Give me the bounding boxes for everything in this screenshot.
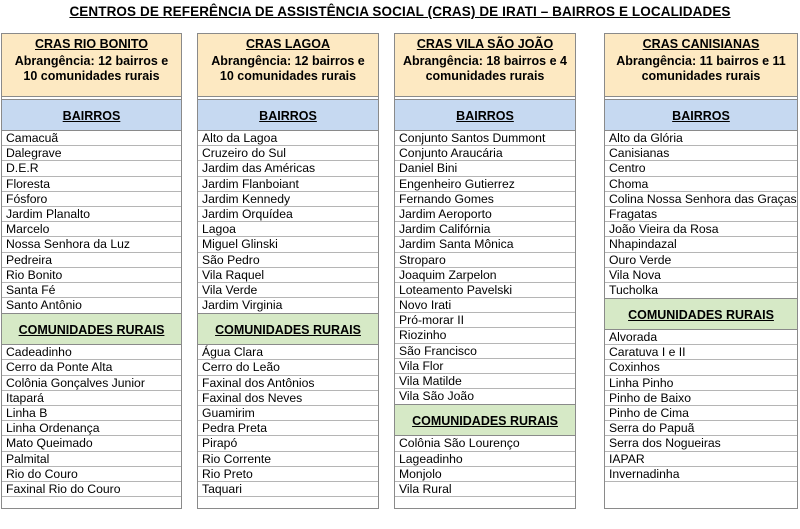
comunidade-item: Cerro da Ponte Alta xyxy=(2,360,181,375)
bairro-item: Fragatas xyxy=(605,207,797,222)
bairro-item: Pró-morar II xyxy=(395,313,575,328)
page-title: CENTROS DE REFERÊNCIA DE ASSISTÊNCIA SOCIAL (CRAS) DE IRATI – BAIRROS E LOCALIDADES xyxy=(69,4,731,19)
cras-header xyxy=(605,34,797,97)
comunidade-item: Invernadinha xyxy=(605,467,797,482)
comunidade-item: Lageadinho xyxy=(395,452,575,467)
comunidade-item: Colônia São Lourenço xyxy=(395,436,575,451)
bairro-item: Jardim Planalto xyxy=(2,207,181,222)
bairro-item: Riozinho xyxy=(395,328,575,343)
cras-column xyxy=(1,33,182,509)
cras-abrangencia: Abrangência: 12 bairros e 10 comunidades rurais xyxy=(211,53,365,83)
comunidade-item: Cadeadinho xyxy=(2,345,181,360)
section-bairros-header: BAIRROS xyxy=(2,99,181,131)
comunidade-item: Faxinal dos Antônios xyxy=(198,376,378,391)
bairro-item: Lagoa xyxy=(198,222,378,237)
bairro-item: Jardim Santa Mônica xyxy=(395,237,575,252)
bairro-item: Conjunto Santos Dummont xyxy=(395,131,575,146)
bairro-item: Vila Verde xyxy=(198,283,378,298)
bairro-item: Vila São João xyxy=(399,389,474,404)
bairro-item: Santa Fé xyxy=(2,283,181,298)
bairro-item: Joaquim Zarpelon xyxy=(395,268,575,283)
comunidade-item: Serra do Papuã xyxy=(605,421,797,436)
section-bairros-header: BAIRROS xyxy=(605,99,797,131)
bairro-item: Nossa Senhora da Luz xyxy=(2,237,181,252)
comunidade-item: Faxinal dos Neves xyxy=(198,391,378,406)
section-rurais-header: COMUNIDADES RURAIS xyxy=(198,313,378,345)
comunidade-item: Pedra Preta xyxy=(198,421,378,436)
cras-name: CRAS VILA SÃO JOÃO xyxy=(416,37,554,51)
comunidade-item: Linha Ordenança xyxy=(2,421,181,436)
bairro-item: São Francisco xyxy=(395,344,575,359)
bairro-item: Rio Bonito xyxy=(2,268,181,283)
cras-name: CRAS LAGOA xyxy=(245,37,331,51)
bairro-item: Daniel Bini xyxy=(395,161,575,176)
bairro-item: Camacuã xyxy=(2,131,181,146)
section-bairros-header: BAIRROS xyxy=(198,99,378,131)
comunidade-item: Rio do Couro xyxy=(2,467,181,482)
comunidade-item: Linha Pinho xyxy=(605,376,797,391)
bairro-item: Vila Matilde xyxy=(395,374,575,389)
bairro-item: Stroparo xyxy=(395,253,575,268)
cras-abrangencia: Abrangência: 18 bairros e 4 comunidades rurais xyxy=(403,53,567,83)
bairro-item: Centro xyxy=(605,161,797,176)
bairro-item: Jardim Virginia xyxy=(202,298,283,313)
cras-abrangencia: Abrangência: 12 bairros e 10 comunidades rurais xyxy=(14,53,169,83)
comunidade-item: Cerro do Leão xyxy=(198,360,378,375)
bairro-item: Santo Antônio xyxy=(6,298,82,313)
bairro-item: Engenheiro Gutierrez xyxy=(395,177,575,192)
cras-name: CRAS RIO BONITO xyxy=(35,37,148,51)
bairro-item: Marcelo xyxy=(2,222,181,237)
cras-column xyxy=(197,33,379,509)
comunidade-item: Rio Preto xyxy=(198,467,378,482)
bairro-item: Jardim das Américas xyxy=(198,161,378,176)
cras-header xyxy=(2,34,181,97)
bairro-item: Jardim Flanboiant xyxy=(198,177,378,192)
bairro-item: Colina Nossa Senhora das Graças xyxy=(605,192,797,207)
bairro-item: Floresta xyxy=(2,177,181,192)
section-rurais-header: COMUNIDADES RURAIS xyxy=(605,298,797,330)
bairro-item: Choma xyxy=(605,177,797,192)
bairro-item: Fernando Gomes xyxy=(395,192,575,207)
cras-header xyxy=(198,34,378,97)
comunidade-item: Coxinhos xyxy=(605,360,797,375)
bairro-item: D.E.R xyxy=(2,161,181,176)
bairro-item: Alto da Lagoa xyxy=(198,131,378,146)
comunidade-item: Mato Queimado xyxy=(2,436,181,451)
bairro-item: Jardim Califórnia xyxy=(395,222,575,237)
cras-abrangencia: Abrangência: 11 bairros e 11 comunidades rurais xyxy=(616,53,786,83)
bairro-item: Alto da Glória xyxy=(605,131,797,146)
comunidade-item: Guamirim xyxy=(198,406,378,421)
bairro-item: Jardim Aeroporto xyxy=(395,207,575,222)
comunidade-item: Pinho de Cima xyxy=(605,406,797,421)
bairro-item: Cruzeiro do Sul xyxy=(198,146,378,161)
cras-header xyxy=(395,34,575,97)
section-bairros-header: BAIRROS xyxy=(395,99,575,131)
comunidade-item: Linha B xyxy=(2,406,181,421)
bairro-item: Novo Irati xyxy=(395,298,575,313)
bairro-item: Fósforo xyxy=(2,192,181,207)
bairro-item: Tucholka xyxy=(609,282,658,297)
bairro-item: Dalegrave xyxy=(2,146,181,161)
comunidade-item: Itapará xyxy=(2,391,181,406)
cras-name: CRAS CANISIANAS xyxy=(642,37,760,51)
bairro-item: Vila Nova xyxy=(605,268,797,283)
comunidade-item: Pinho de Baixo xyxy=(605,391,797,406)
bairro-item: Miguel Glinski xyxy=(198,237,378,252)
comunidade-item: Rio Corrente xyxy=(198,452,378,467)
bairro-item: Pedreira xyxy=(2,253,181,268)
bairro-item: São Pedro xyxy=(198,253,378,268)
bairro-item: Vila Raquel xyxy=(198,268,378,283)
comunidade-item: Colônia Gonçalves Junior xyxy=(2,376,181,391)
bairro-item: Nhapindazal xyxy=(605,237,797,252)
bairro-item: João Vieira da Rosa xyxy=(605,222,797,237)
bairro-item: Jardim Orquídea xyxy=(198,207,378,222)
bairro-item: Vila Flor xyxy=(395,359,575,374)
cras-column xyxy=(604,33,798,509)
comunidade-item: Caratuva I e II xyxy=(605,345,797,360)
bairro-item: Loteamento Pavelski xyxy=(395,283,575,298)
section-rurais-header: COMUNIDADES RURAIS xyxy=(2,313,181,345)
comunidade-item: Serra dos Nogueiras xyxy=(605,436,797,451)
bairro-item: Jardim Kennedy xyxy=(198,192,378,207)
comunidade-item: Taquari xyxy=(198,482,378,497)
comunidade-item: Água Clara xyxy=(198,345,378,360)
comunidade-item: Palmital xyxy=(2,452,181,467)
comunidade-item: IAPAR xyxy=(605,452,797,467)
comunidade-item: Alvorada xyxy=(605,330,797,345)
bairro-item: Conjunto Araucária xyxy=(395,146,575,161)
comunidade-item: Faxinal Rio do Couro xyxy=(2,482,181,497)
cras-column xyxy=(394,33,576,509)
section-rurais-header: COMUNIDADES RURAIS xyxy=(395,404,575,436)
comunidade-item: Pirapó xyxy=(198,436,378,451)
bairro-item: Ouro Verde xyxy=(605,253,797,268)
comunidade-item: Vila Rural xyxy=(395,482,575,497)
comunidade-item: Monjolo xyxy=(395,467,575,482)
bairro-item: Canisianas xyxy=(605,146,797,161)
